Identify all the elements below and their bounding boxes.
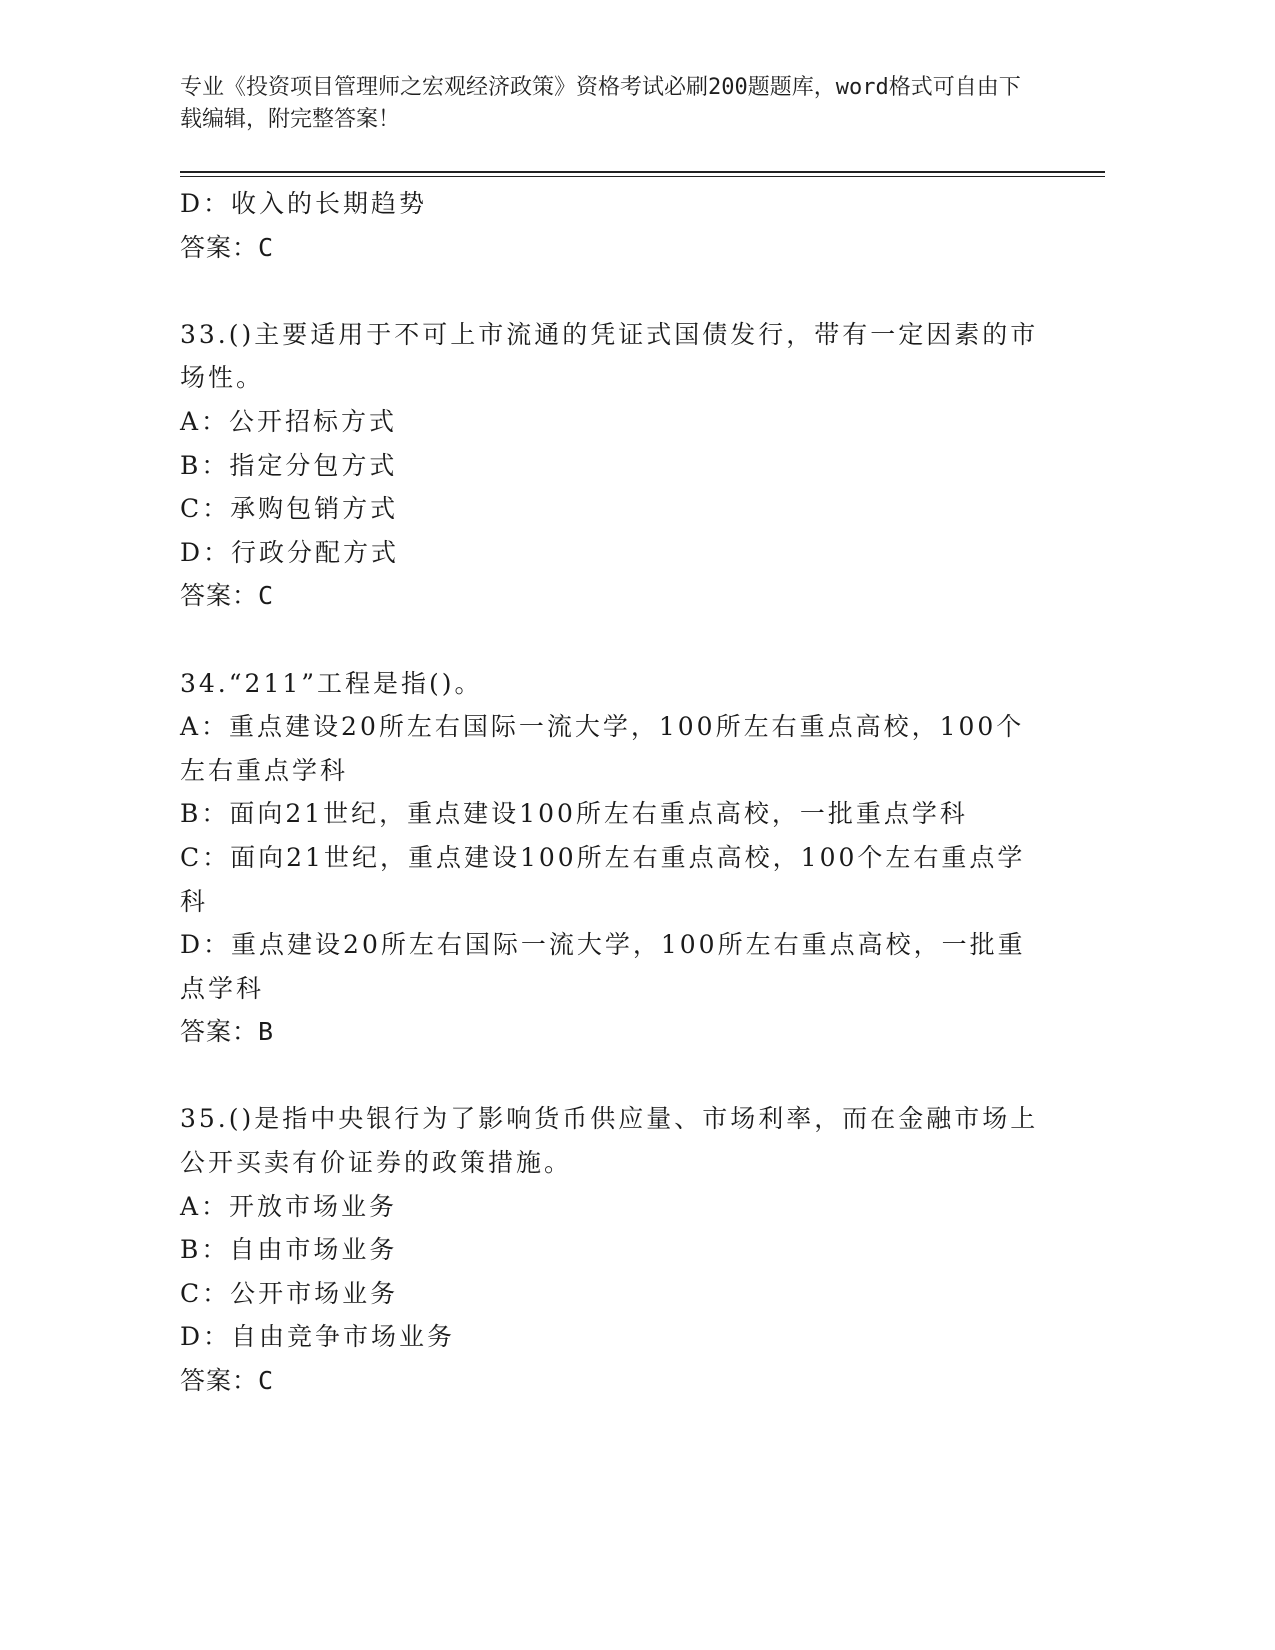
- option-b: B：面向21世纪，重点建设100所左右重点高校，一批重点学科: [180, 799, 968, 829]
- question-stem: 35.()是指中央银行为了影响货币供应量、市场利率，而在金融市场上公开买卖有价证券的政策措施。: [180, 1104, 1039, 1178]
- option-b: B：指定分包方式: [180, 450, 398, 480]
- answer-line: 答案：C: [180, 581, 275, 611]
- spacer: [180, 618, 1040, 662]
- question-stem: 33.()主要适用于不可上市流通的凭证式国债发行，带有一定因素的市场性。: [180, 319, 1039, 393]
- question-34: [180, 662, 1040, 1054]
- answer-line: 答案：B: [180, 1017, 275, 1047]
- header-rule-thin: [180, 176, 1105, 177]
- spacer: [180, 269, 1040, 313]
- option-c: C：承购包销方式: [180, 494, 399, 524]
- option-d: D：收入的长期趋势: [180, 189, 428, 218]
- option-a: A：重点建设20所左右国际一流大学，100所左右重点高校，100个左右重点学科: [180, 712, 1025, 785]
- option-d: D：自由竞争市场业务: [180, 1322, 456, 1352]
- answer-line: 答案：C: [180, 232, 275, 262]
- header-rule-thick: [180, 171, 1105, 173]
- answer-line: 答案：C: [180, 1366, 275, 1396]
- question-stem: 34.“211”工程是指()。: [180, 668, 483, 698]
- option-a: A：开放市场业务: [180, 1191, 398, 1221]
- option-b: B：自由市场业务: [180, 1235, 398, 1265]
- option-d: D：重点建设20所左右国际一流大学，100所左右重点高校，一批重点学科: [180, 930, 1026, 1003]
- question-35: [180, 1097, 1040, 1402]
- spacer: [180, 1054, 1040, 1098]
- document-header: 专业《投资项目管理师之宏观经济政策》资格考试必刷200题题库，word格式可自由下载编辑，附完整答案！: [180, 75, 1021, 132]
- question-33: [180, 313, 1040, 618]
- option-c: C：公开市场业务: [180, 1278, 399, 1308]
- option-a: A：公开招标方式: [180, 406, 398, 436]
- option-d: D：行政分配方式: [180, 537, 400, 567]
- option-c: C：面向21世纪，重点建设100所左右重点高校，100个左右重点学科: [180, 842, 1026, 916]
- question-content: [180, 182, 1040, 1403]
